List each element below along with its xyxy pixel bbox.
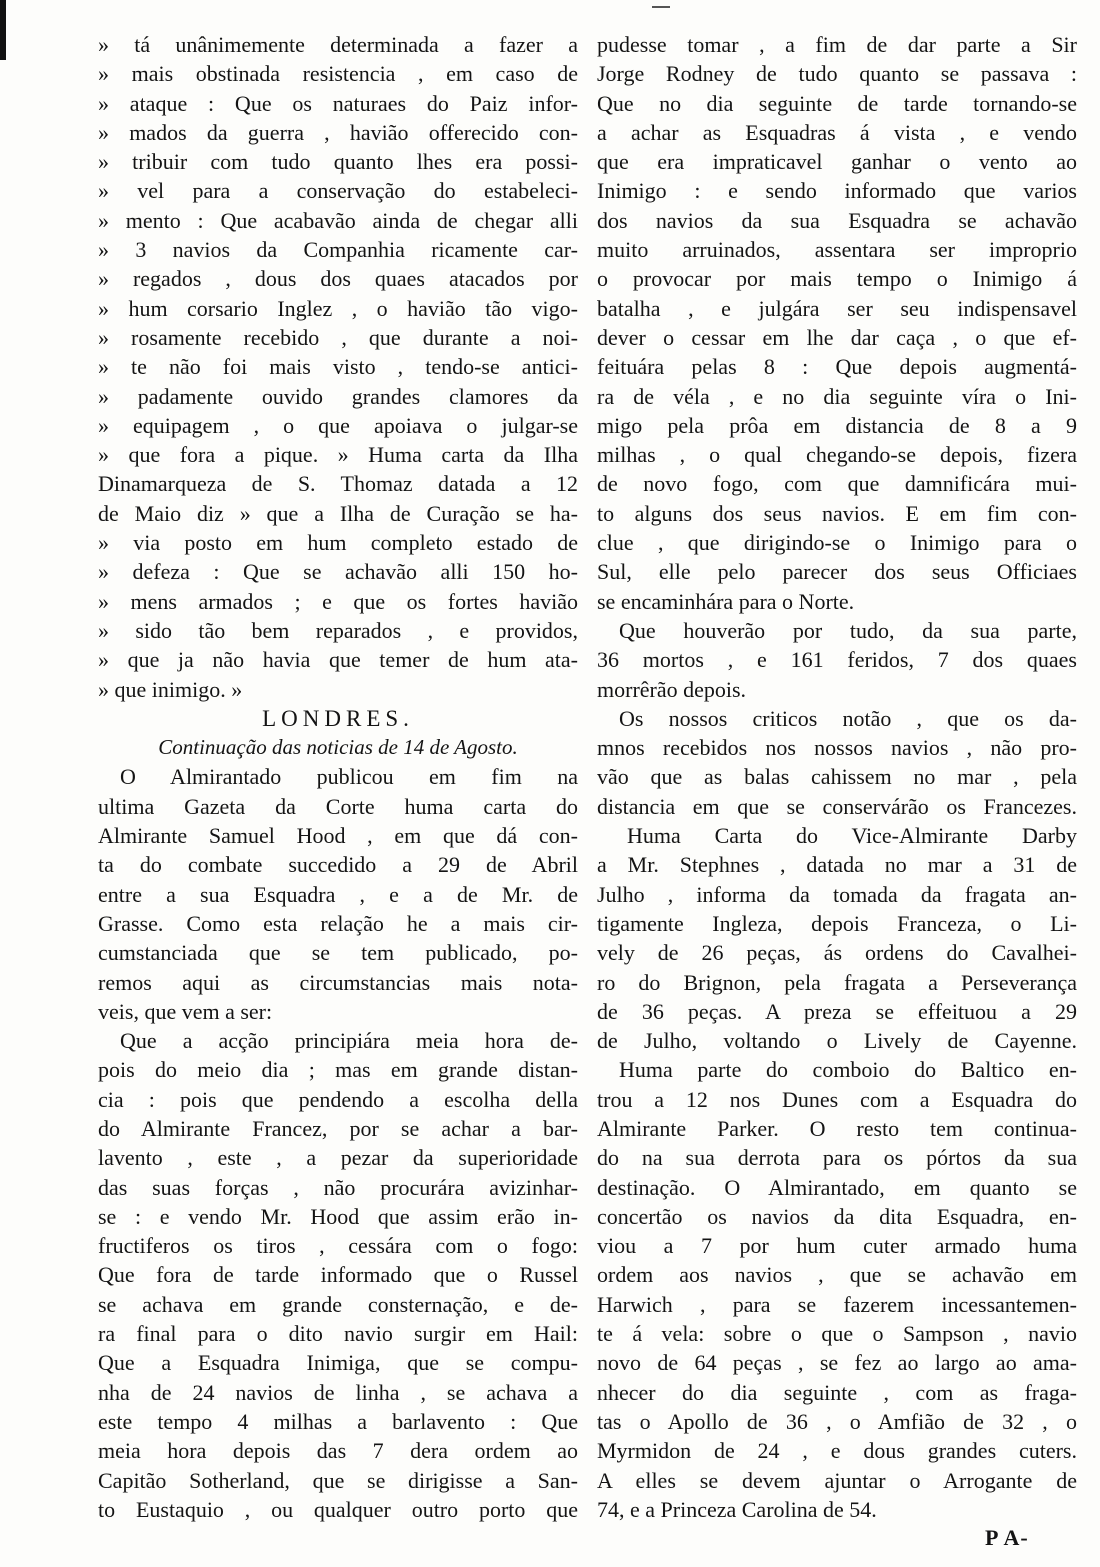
text-line: tas o Apollo de 36 , o Amfião de 32 , o [597, 1408, 1077, 1434]
text-line: » rosamente recebido , que durante a noi- [98, 324, 578, 350]
text-line: » que inimigo. » [98, 676, 243, 702]
right-column [597, 30, 1077, 1524]
text-line: entre a sua Esquadra , e a de Mr. de [98, 881, 578, 907]
text-line: » te não foi mais visto , tendo-se antici- [98, 354, 578, 380]
text-line: meia hora depois das 7 dera ordem ao [98, 1438, 578, 1464]
text-line: se : e vendo Mr. Hood que assim erão in- [98, 1203, 578, 1229]
text-line: mnos recebidos nos nossos navios , não pro- [597, 735, 1077, 761]
text-line: se encaminhára para o Norte. [597, 588, 855, 614]
text-line: a achar as Esquadras á vista , e vendo [597, 119, 1077, 145]
text-line: se achava em grande consternação, e de- [98, 1291, 578, 1317]
text-line: de novo fogo, com que damnificára mui- [597, 471, 1077, 497]
text-line: 74, e a Princeza Carolina de 54. [597, 1496, 877, 1522]
text-line: » hum corsario Inglez , o havião tão vigo- [98, 295, 578, 321]
text-line: viou a 7 por hum cuter armado huma [597, 1233, 1077, 1259]
text-line: feituára pelas 8 : Que depois augmentá- [597, 354, 1077, 380]
text-line: Almirante Samuel Hood , em que dá con- [98, 823, 578, 849]
text-line: o provocar por mais tempo o Inimigo á [597, 266, 1077, 292]
text-line: fructiferos os tiros , cessára com o fogo: [98, 1233, 578, 1259]
scan-edge-mark [0, 0, 6, 60]
text-line: este tempo 4 milhas a barlavento : Que [98, 1408, 578, 1434]
text-line: Que a acção principiára meia hora de- [120, 1028, 578, 1054]
text-line: Dinamarqueza de S. Thomaz datada a 12 [98, 471, 578, 497]
text-line: vão que as balas cahissem no mar , pela [597, 764, 1077, 790]
text-line: Jorge Rodney de tudo quanto se passava : [597, 61, 1077, 87]
scan-tick-mark [652, 6, 670, 8]
text-line: trou a 12 nos Dunes com a Esquadra do [597, 1086, 1077, 1112]
text-line: migo pela prôa em distancia de 8 a 9 [597, 412, 1077, 438]
catchword: P A- [985, 1525, 1029, 1550]
text-line: morrêrão depois. [597, 676, 747, 702]
text-line: » regados , dous dos quaes atacados por [98, 266, 578, 292]
text-line: ultima Gazeta da Corte huma carta do [98, 793, 578, 819]
text-line: » sido tão bem reparados , e providos, [98, 617, 578, 643]
text-line: muito arruinados, assentara ser improprio [597, 237, 1077, 263]
text-line: nhecer do dia seguinte , com as fraga- [597, 1379, 1077, 1405]
text-line: Harwich , para se fazerem incessantemen- [597, 1291, 1077, 1317]
text-line: de Julho, voltando o Lively de Cayenne. [597, 1028, 1077, 1054]
text-line: dever o cessar em lhe dar caça , o que ef- [597, 324, 1077, 350]
text-line: de Maio diz » que a Ilha de Curação se ha- [98, 500, 578, 526]
text-line: Inimigo : e sendo informado que varios [597, 178, 1077, 204]
text-line: cia : pois que pendendo a escolha della [98, 1086, 578, 1112]
text-line: pois do meio dia ; mas em grande distan- [98, 1057, 578, 1083]
text-line: » defeza : Que se achavão alli 150 ho- [98, 559, 578, 585]
text-line: ra final para o dito navio surgir em Hail: [98, 1321, 578, 1347]
text-line: » vel para a conservação do estabeleci- [98, 178, 578, 204]
text-line: Continuação das noticias de 14 de Agosto. [158, 735, 518, 760]
text-line: destinação. O Almirantado, em quanto se [597, 1174, 1077, 1200]
text-line: distancia em que se conservárão os Francezes. [597, 793, 1077, 819]
text-line: que era impraticavel ganhar o vento ao [597, 149, 1077, 175]
text-line: Almirante Parker. O resto tem continua- [597, 1115, 1077, 1141]
text-line: pudesse tomar , a fim de dar parte a Sir [597, 32, 1077, 57]
text-line: Julho , informa da tomada da fragata an- [597, 881, 1077, 907]
text-line: » padamente ouvido grandes clamores da [98, 383, 578, 409]
text-line: » que ja não havia que temer de hum ata- [98, 647, 578, 673]
text-line: Myrmidon de 24 , e dous grandes cuters. [597, 1438, 1077, 1464]
text-line: lavento , este , a pezar da superioridade [98, 1145, 578, 1171]
text-line: do na sua derrota para os pórtos da sua [597, 1145, 1077, 1171]
text-line: 36 mortos , e 161 feridos, 7 dos quaes [597, 647, 1077, 673]
text-line: » mais obstinada resistencia , em caso de [98, 61, 578, 87]
text-line: LONDRES. [262, 705, 414, 731]
text-line: Que houverão por tudo, da sua parte, [619, 617, 1077, 643]
text-line: » tá unânimemente determinada a fazer a [98, 32, 578, 57]
text-line: te á vela: sobre o que o Sampson , navio [597, 1321, 1077, 1347]
text-line: tigamente Ingleza, depois Franceza, o Li- [597, 910, 1077, 936]
text-line: » ataque : Que os naturaes do Paiz infor- [98, 90, 578, 116]
text-line: vely de 26 peças, ás ordens do Cavalhei- [597, 940, 1077, 966]
text-line: to alguns dos seus navios. E em fim con- [597, 500, 1077, 526]
text-line: do Almirante Francez, por se achar a bar- [98, 1115, 578, 1141]
text-line: milhas , o qual chegando-se depois, fizera [597, 442, 1077, 468]
text-line: » equipagem , o que apoiava o julgar-se [98, 412, 578, 438]
left-column [98, 30, 578, 1524]
text-line: » mados da guerra , havião offerecido con- [98, 119, 578, 145]
text-line: » mento : Que acabavão ainda de chegar alli [98, 207, 578, 233]
text-line: Capitão Sotherland, que se dirigisse a San- [98, 1467, 578, 1493]
text-line: Que a Esquadra Inimiga, que se compu- [98, 1350, 578, 1376]
text-line: A elles se devem ajuntar o Arrogante de [597, 1467, 1077, 1493]
text-line: » 3 navios da Companhia ricamente car- [98, 237, 578, 263]
text-line: cumstanciada que se tem publicado, po- [98, 940, 578, 966]
text-line: ta do combate succedido a 29 de Abril [98, 852, 578, 878]
text-line: de 36 peças. A preza se effeituou a 29 [597, 998, 1077, 1024]
text-line: » mens armados ; e que os fortes havião [98, 588, 578, 614]
text-line: ro do Brignon, pela fragata a Perseverança [597, 969, 1077, 995]
text-line: Grasse. Como esta relação he a mais cir- [98, 910, 578, 936]
text-line: Huma parte do comboio do Baltico en- [619, 1057, 1077, 1083]
text-line: das suas forças , não procurára avizinhar- [98, 1174, 578, 1200]
text-line: » tribuir com tudo quanto lhes era possi- [98, 149, 578, 175]
text-line: ra de véla , e no dia seguinte víra o Ini- [597, 383, 1077, 409]
text-line: concertão os navios da dita Esquadra, en- [597, 1203, 1077, 1229]
text-line: Huma Carta do Vice-Almirante Darby [627, 823, 1077, 849]
text-line: remos aqui as circumstancias mais nota- [98, 969, 578, 995]
text-line: novo de 64 peças , se fez ao largo ao ama- [597, 1350, 1077, 1376]
text-line: dos navios da sua Esquadra se achavão [597, 207, 1077, 233]
text-line: a Mr. Stephnes , datada no mar a 31 de [597, 852, 1077, 878]
text-line: clue , que dirigindo-se o Inimigo para o [597, 530, 1077, 556]
text-line: ordem aos navios , que se achavão em [597, 1262, 1077, 1288]
text-line: batalha , e julgára ser seu indispensavel [597, 295, 1077, 321]
text-line: Sul, elle pelo parecer dos seus Officiaes [597, 559, 1077, 585]
text-line: veis, que vem a ser: [98, 998, 273, 1024]
text-line: to Eustaquio , ou qualquer outro porto que [98, 1496, 578, 1522]
text-line: Que no dia seguinte de tarde tornando-se [597, 90, 1077, 116]
text-line: » que fora a pique. » Huma carta da Ilha [98, 442, 578, 468]
text-line: » via posto em hum completo estado de [98, 530, 578, 556]
text-line: Os nossos criticos notão , que os da- [619, 705, 1077, 731]
text-line: Que fora de tarde informado que o Russel [98, 1262, 578, 1288]
text-line: O Almirantado publicou em fim na [120, 764, 578, 790]
text-line: nha de 24 navios de linha , se achava a [98, 1379, 578, 1405]
